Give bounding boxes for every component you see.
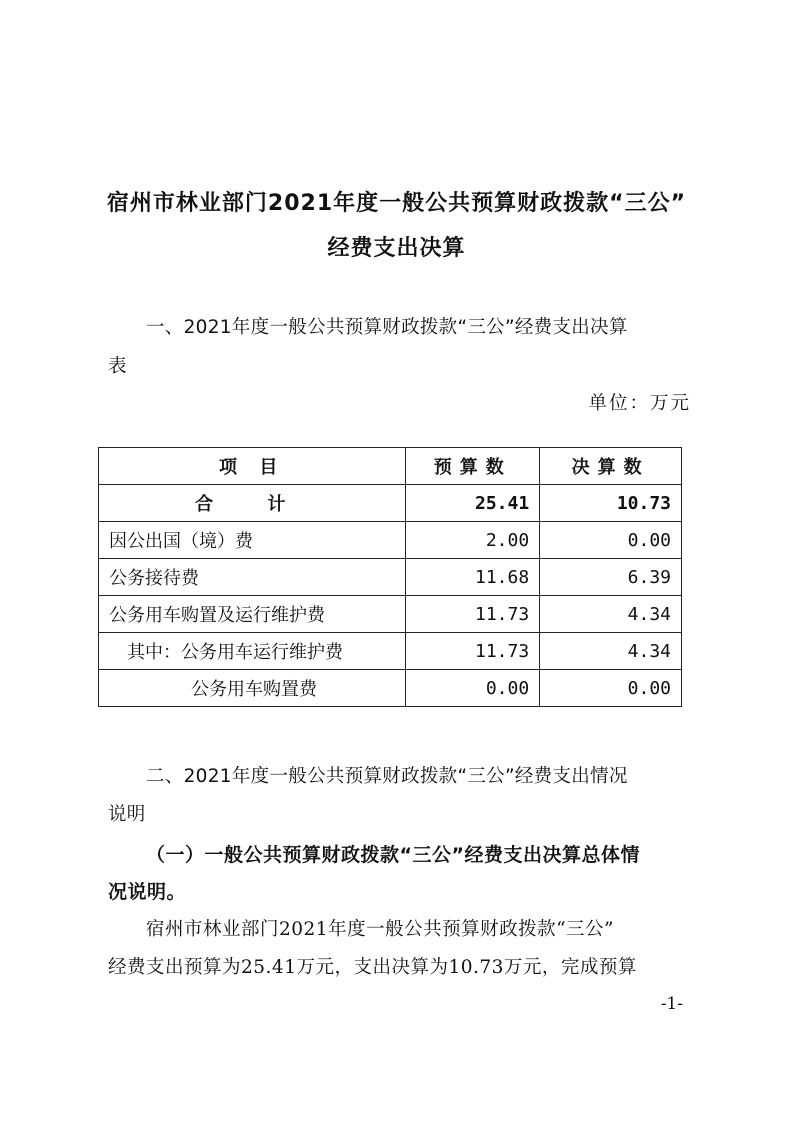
table-row: [99, 670, 682, 707]
table-row: [99, 559, 682, 596]
row-budget: 2.00: [406, 522, 540, 559]
section-1-heading-line-1: 一、2021年度一般公共预算财政拨款“三公”经费支出决算: [146, 317, 628, 338]
section-2-heading-line-2: 说明: [108, 804, 146, 825]
subsection-1-heading-line-2: 况说明。: [108, 881, 187, 903]
expense-table: [98, 447, 682, 707]
unit-label: 单位：万元: [588, 393, 691, 414]
table-row: [99, 485, 682, 522]
header-item: 项 目: [99, 448, 406, 485]
row-actual: 0.00: [540, 670, 682, 707]
header-actual: 决算数: [540, 448, 682, 485]
paragraph-line-1: 宿州市林业部门2021年度一般公共预算财政拨款“三公”: [146, 919, 614, 940]
subsection-1-heading-line-1: （一）一般公共预算财政拨款“三公”经费支出决算总体情: [146, 844, 640, 866]
table-header-row: [99, 448, 682, 485]
row-label: 因公出国（境）费: [99, 522, 406, 559]
table-row: [99, 633, 682, 670]
table-row: [99, 522, 682, 559]
row-budget: 25.41: [406, 485, 540, 522]
row-actual: 4.34: [540, 633, 682, 670]
document-title-line-1: 宿州市林业部门2021年度一般公共预算财政拨款“三公”: [106, 191, 687, 216]
row-budget: 0.00: [406, 670, 540, 707]
page-number: -1-: [660, 994, 683, 1014]
section-2-heading-line-1: 二、2021年度一般公共预算财政拨款“三公”经费支出情况: [146, 766, 628, 787]
row-label: 公务用车购置及运行维护费: [99, 596, 406, 633]
paragraph-line-2: 经费支出预算为25.41万元，支出决算为10.73万元，完成预算: [108, 957, 637, 978]
row-budget: 11.73: [406, 596, 540, 633]
row-actual: 0.00: [540, 522, 682, 559]
row-actual: 4.34: [540, 596, 682, 633]
row-budget: 11.73: [406, 633, 540, 670]
row-label: 公务接待费: [99, 559, 406, 596]
table-row: [99, 596, 682, 633]
row-actual: 10.73: [540, 485, 682, 522]
section-1-heading-line-2: 表: [108, 356, 127, 377]
document-title-line-2: 经费支出决算: [327, 236, 466, 261]
row-label: 公务用车购置费: [99, 670, 406, 707]
row-label-total: 合 计: [99, 485, 406, 522]
row-budget: 11.68: [406, 559, 540, 596]
row-actual: 6.39: [540, 559, 682, 596]
header-budget: 预算数: [406, 448, 540, 485]
row-label: 其中：公务用车运行维护费: [99, 633, 406, 670]
